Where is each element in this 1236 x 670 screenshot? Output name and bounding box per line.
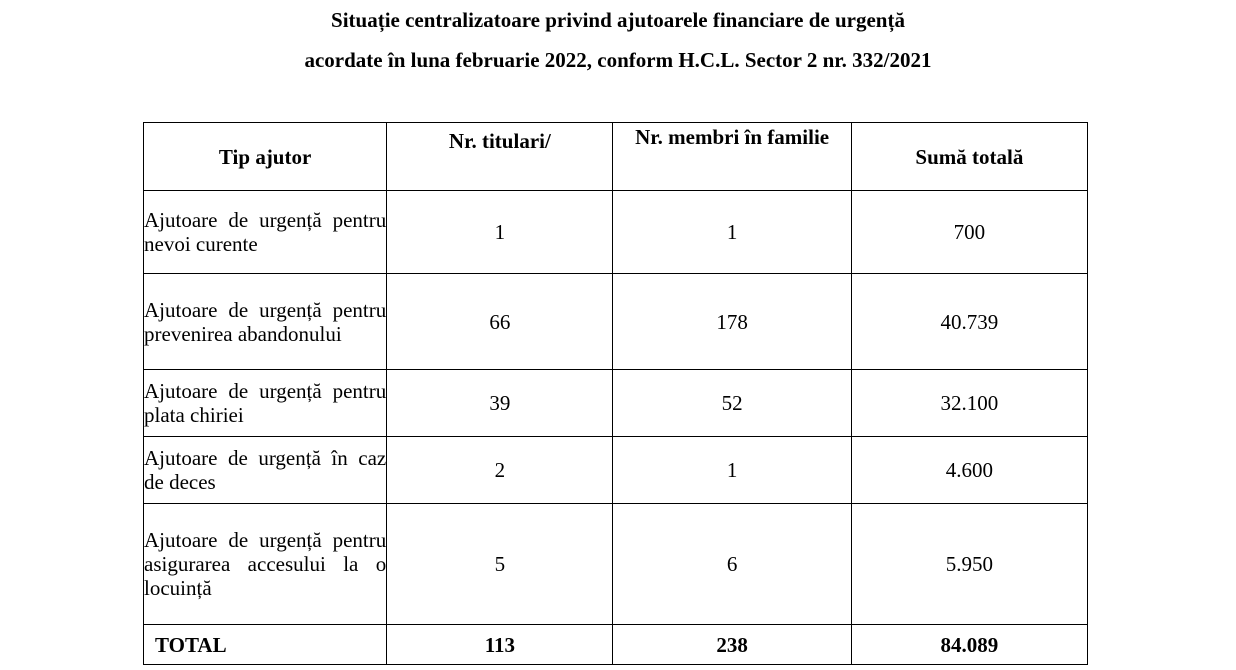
header-aid-type bbox=[144, 123, 387, 191]
table-row bbox=[144, 437, 1088, 504]
table-row bbox=[144, 274, 1088, 370]
row-total: 5.950 bbox=[851, 504, 1087, 625]
row-holders: 2 bbox=[387, 437, 613, 504]
row-aid-type: Ajutoare de urgență în caz de deces bbox=[144, 437, 387, 504]
row-aid-type: Ajutoare de urgență pentru plata chiriei bbox=[144, 370, 387, 437]
total-label: TOTAL bbox=[144, 625, 387, 665]
table-row bbox=[144, 191, 1088, 274]
header-members-label: Nr. membri în familie bbox=[635, 125, 830, 149]
table-total-row bbox=[144, 625, 1088, 665]
header-total-label: Sumă totală bbox=[915, 144, 1024, 169]
row-members: 1 bbox=[613, 191, 851, 274]
row-members: 6 bbox=[613, 504, 851, 625]
table-row bbox=[144, 504, 1088, 625]
total-members: 238 bbox=[613, 625, 851, 665]
row-aid-type: Ajutoare de urgență pentru asigurarea accesului la o locuință bbox=[144, 504, 387, 625]
header-holders-label: Nr. titulari/ bbox=[448, 129, 551, 153]
document-title-line-2: acordate în luna februarie 2022, conform H.C.L. Sector 2 nr. 332/2021 bbox=[304, 48, 932, 72]
table-header-row bbox=[144, 123, 1088, 191]
aid-summary-table bbox=[143, 122, 1088, 665]
row-total: 32.100 bbox=[851, 370, 1087, 437]
header-total bbox=[851, 123, 1087, 191]
header-members bbox=[613, 123, 851, 191]
header-holders bbox=[387, 123, 613, 191]
document-title-line-1: Situație centralizatoare privind ajutoarele financiare de urgență bbox=[331, 8, 905, 32]
row-total: 700 bbox=[851, 191, 1087, 274]
total-sum: 84.089 bbox=[851, 625, 1087, 665]
row-members: 52 bbox=[613, 370, 851, 437]
total-holders: 113 bbox=[387, 625, 613, 665]
table-row bbox=[144, 370, 1088, 437]
row-total: 4.600 bbox=[851, 437, 1087, 504]
row-aid-type: Ajutoare de urgență pentru prevenirea abandonului bbox=[144, 274, 387, 370]
row-holders: 66 bbox=[387, 274, 613, 370]
header-aid-type-label: Tip ajutor bbox=[218, 144, 312, 169]
row-aid-type: Ajutoare de urgență pentru nevoi curente bbox=[144, 191, 387, 274]
row-holders: 1 bbox=[387, 191, 613, 274]
row-holders: 39 bbox=[387, 370, 613, 437]
row-total: 40.739 bbox=[851, 274, 1087, 370]
row-members: 1 bbox=[613, 437, 851, 504]
row-members: 178 bbox=[613, 274, 851, 370]
row-holders: 5 bbox=[387, 504, 613, 625]
